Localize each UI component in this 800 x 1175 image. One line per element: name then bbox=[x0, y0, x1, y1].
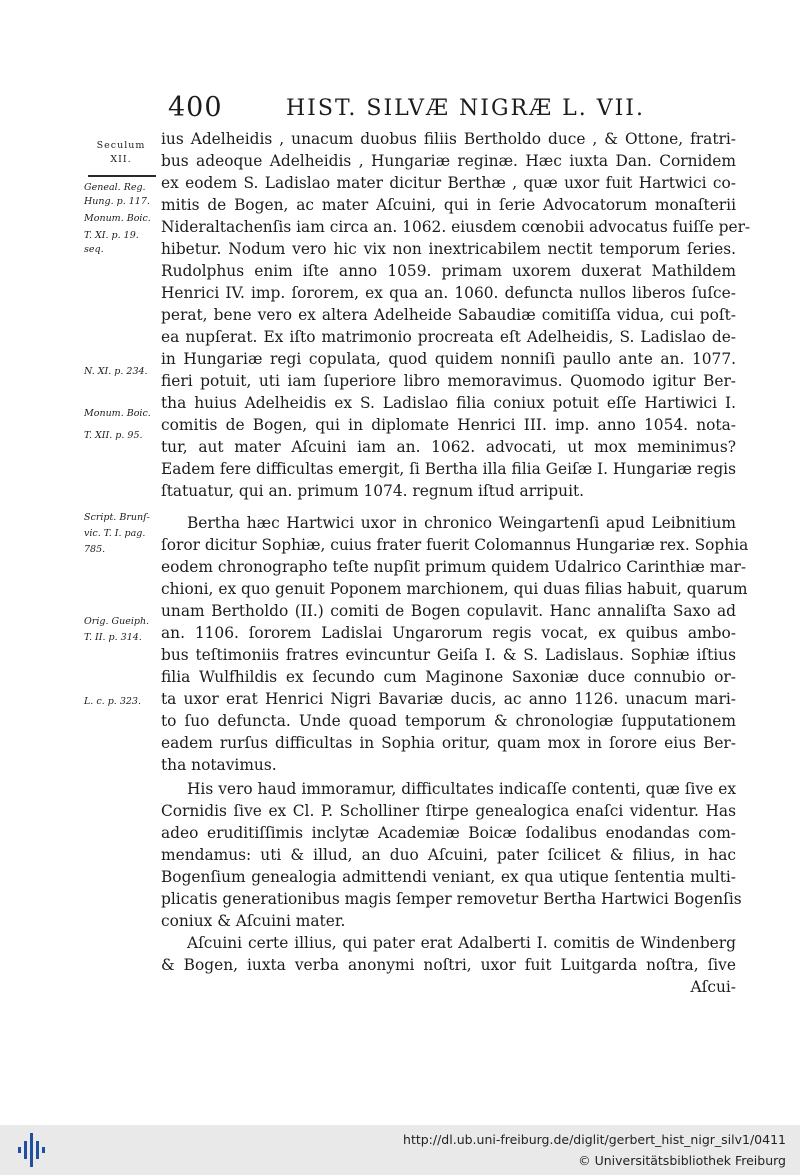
text-line: ſoror dicitur Sophiæ, cuius frater fuerit Colomannus Hungariæ rex. Sophia bbox=[161, 536, 749, 554]
copyright-text: © Universitätsbibliothek Freiburg bbox=[578, 1153, 786, 1168]
margin-note: Monum. Boic. bbox=[84, 408, 151, 419]
page-number: 400 bbox=[168, 92, 223, 123]
text-line: chioni, ex quo genuit Poponem marchionem, qui duas filias habuit, quarum bbox=[161, 580, 748, 598]
margin-note: Geneal. Reg. bbox=[84, 182, 146, 193]
text-line: Cornidis ſive ex Cl. P. Scholliner ſtirpe genealogica enaſci videntur. Has bbox=[161, 802, 736, 820]
viewer-footer bbox=[0, 1125, 800, 1175]
text-line: eodem chronographo teſte nupſit primum quidem Udalrico Carinthiæ mar- bbox=[161, 558, 747, 576]
running-head: HIST. SILVÆ NIGRÆ L. VII. bbox=[286, 96, 645, 121]
text-line: Bogenſium genealogia admittendi veniant, ex qua utique ſententia multi- bbox=[161, 868, 736, 886]
text-line: ex eodem S. Ladislao mater dicitur Berthæ , quæ uxor fuit Hartwici co- bbox=[161, 174, 736, 192]
text-line: bus adeoque Adelheidis , Hungariæ reginæ. Hæc iuxta Dan. Cornidem bbox=[161, 152, 736, 170]
text-line: adeo eruditiſſimis inclytæ Academiæ Boicæ ſodalibus enodandas com- bbox=[161, 824, 736, 842]
permalink-link[interactable]: http://dl.ub.uni-freiburg.de/diglit/gerbert_hist_nigr_silv1/0411 bbox=[403, 1132, 786, 1147]
margin-note: Seculum bbox=[96, 140, 146, 151]
margin-note: Orig. Gueiph. bbox=[84, 616, 150, 627]
margin-note: T. II. p. 314. bbox=[84, 632, 142, 643]
text-line: unam Bertholdo (II.) comiti de Bogen copulavit. Hanc annaliſta Saxo ad bbox=[161, 602, 736, 620]
text-line: His vero haud immoramur, difficultates indicaſſe contenti, quæ ſive ex bbox=[187, 780, 736, 798]
text-line: to ſuo defuncta. Unde quoad temporum & chronologiæ ſupputationem bbox=[161, 712, 736, 730]
text-line: fieri potuit, uti iam ſuperiore libro memoravimus. Quomodo igitur Ber- bbox=[161, 372, 736, 390]
text-line: tha huius Adelheidis ex S. Ladislao filia coniux potuit eſſe Hartiwici I. bbox=[161, 394, 736, 412]
text-line: filia Wulfhildis ex ſecundo cum Maginone Saxoniæ duce connubio or- bbox=[161, 668, 736, 686]
text-line: & Bogen, iuxta verba anonymi noſtri, uxor fuit Luitgarda noſtra, ſive bbox=[161, 956, 736, 974]
text-line: Bertha hæc Hartwici uxor in chronico Weingartenſi apud Leibnitium bbox=[187, 514, 736, 532]
margin-note: L. c. p. 323. bbox=[84, 696, 141, 707]
text-line: bus teſtimoniis fratres evincuntur Geiſa I. & S. Ladislaus. Sophiæ iſtius bbox=[161, 646, 736, 664]
margin-note: N. XI. p. 234. bbox=[84, 366, 148, 377]
text-line: plicatis generationibus magis ſemper removetur Bertha Hartwici Bogenſis bbox=[161, 890, 742, 908]
text-line: mendamus: uti & illud, an duo Aſcuini, pater ſcilicet & filius, in hac bbox=[161, 846, 736, 864]
margin-note: XII. bbox=[110, 154, 132, 165]
text-line: ea nupſerat. Ex iſto matrimonio procreata eſt Adelheidis, S. Ladislao de- bbox=[161, 328, 736, 346]
margin-note: T. XI. p. 19. bbox=[84, 230, 139, 241]
text-line: perat, bene vero ex altera Adelheide Sabaudiæ comitiſſa vidua, cui poſt- bbox=[161, 306, 736, 324]
text-line: Rudolphus enim iſte anno 1059. primam uxorem duxerat Mathildem bbox=[161, 262, 736, 280]
text-line: coniux & Aſcuini mater. bbox=[161, 912, 346, 930]
library-logo-icon bbox=[16, 1125, 46, 1175]
margin-note: Monum. Boic. bbox=[84, 213, 151, 224]
margin-note: vic. T. I. pag. bbox=[84, 528, 146, 539]
text-line: Henrici IV. imp. ſororem, ex qua an. 1060. defuncta nullos liberos ſuſce- bbox=[161, 284, 736, 302]
text-line: ius Adelheidis , unacum duobus filiis Bertholdo duce , & Ottone, fratri- bbox=[161, 130, 736, 148]
text-line: Nideraltachenſis iam circa an. 1062. eiusdem cœnobii advocatus fuiſſe per- bbox=[161, 218, 751, 236]
text-line: ta uxor erat Henrici Nigri Bavariæ ducis, ac anno 1126. unacum mari- bbox=[161, 690, 736, 708]
margin-note: Hung. p. 117. bbox=[84, 196, 150, 207]
page-header bbox=[168, 92, 748, 132]
margin-note: seq. bbox=[84, 244, 104, 255]
text-line: tha notavimus. bbox=[161, 756, 277, 774]
text-line: ſtatuatur, qui an. primum 1074. regnum iſtud arripuit. bbox=[161, 482, 585, 500]
margin-note: 785. bbox=[84, 544, 106, 555]
text-line: tur, aut mater Aſcuini iam an. 1062. advocati, ut mox meminimus? bbox=[161, 438, 736, 456]
text-line: Eadem fere difficultas emergit, ſi Bertha illa filia Geiſæ I. Hungariæ regis bbox=[161, 460, 736, 478]
text-line: mitis de Bogen, ac mater Aſcuini, qui in ſerie Advocatorum monaſterii bbox=[161, 196, 736, 214]
text-line: Aſcuini certe illius, qui pater erat Adalberti I. comitis de Windenberg bbox=[187, 934, 736, 952]
text-line: eadem rurſus difficultas in Sophia oritur, quam mox in ſorore eius Ber- bbox=[161, 734, 736, 752]
text-line: an. 1106. ſororem Ladislai Ungarorum regis vocat, ex quibus ambo- bbox=[161, 624, 736, 642]
text-line: hibetur. Nodum vero hic vix non inextricabilem nectit temporum ſeries. bbox=[161, 240, 736, 258]
text-line: in Hungariæ regi copulata, quod quidem nonniſi paullo ante an. 1077. bbox=[161, 350, 736, 368]
margin-note: T. XII. p. 95. bbox=[84, 430, 143, 441]
catchword: Aſcui- bbox=[690, 978, 736, 996]
margin-rule bbox=[88, 175, 156, 177]
margin-note: Script. Brunſ- bbox=[84, 512, 150, 523]
text-line: comitis de Bogen, qui in diplomate Henrici III. imp. anno 1054. nota- bbox=[161, 416, 736, 434]
